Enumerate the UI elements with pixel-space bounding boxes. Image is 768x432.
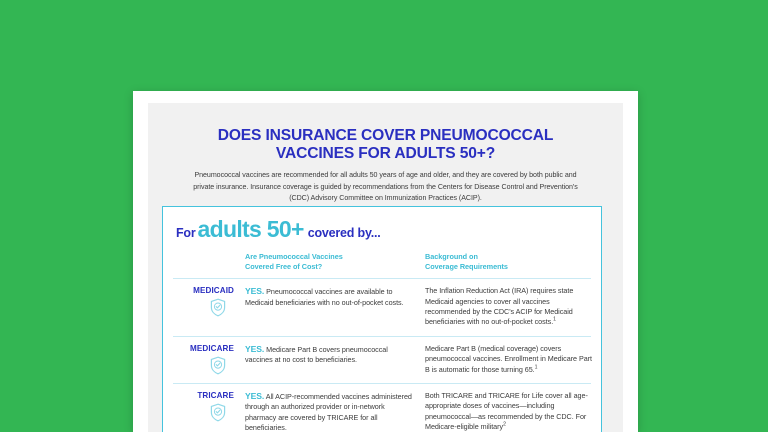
card-title-lead: For — [176, 226, 196, 240]
coverage-table-card — [162, 206, 602, 432]
card-title — [176, 216, 601, 243]
plan-label-tricare: TRICARE — [197, 391, 234, 401]
table-row-background-cell — [425, 344, 593, 375]
footnote-marker: 1 — [553, 317, 557, 324]
table-row-background-cell — [425, 391, 593, 432]
table-row-answer-cell — [245, 286, 425, 308]
table-row — [173, 384, 591, 432]
table-header-row — [173, 252, 591, 278]
column-header-free-of-cost-line1: Are Pneumococcal Vaccines — [245, 252, 343, 261]
document-panel — [148, 103, 623, 432]
answer-detail: All ACIP-recommended vaccines administered through an authorized provider or in-network pharmacy are covered by TRICARE for all beneficiaries. — [245, 392, 412, 432]
column-header-background-line2: Coverage Requirements — [425, 261, 508, 271]
card-title-emphasis: adults 50+ — [197, 216, 304, 242]
card-title-tail: covered by... — [307, 226, 381, 240]
column-header-free-of-cost-line2: Covered Free of Cost? — [245, 261, 323, 271]
table-row-answer-cell — [245, 391, 425, 432]
footnote-marker: 1 — [534, 364, 538, 371]
table-row-answer-cell — [245, 344, 425, 366]
column-header-background — [425, 252, 593, 271]
shield-check-icon — [173, 403, 241, 422]
table-row-plan-cell — [173, 391, 245, 422]
answer-yes-badge: YES. — [245, 286, 265, 297]
document-page — [133, 91, 638, 432]
coverage-table — [173, 252, 591, 432]
column-header-background-line1: Background on — [425, 252, 478, 261]
answer-detail: Pneumococcal vaccines are available to Medicaid beneficiaries with no out-of-pocket costs. — [245, 287, 404, 307]
table-row-plan-cell — [173, 286, 245, 317]
shield-check-icon — [173, 298, 241, 317]
table-row — [173, 337, 591, 383]
plan-label-medicare: MEDICARE — [190, 343, 234, 353]
background-text: Medicare Part B (medical coverage) covers pneumococcal vaccines. Enrollment in Medicare Part B is automatic for those turning 65. — [425, 343, 592, 374]
answer-yes-badge: YES. — [245, 391, 265, 402]
table-row-plan-cell — [173, 344, 245, 375]
background-text: The Inflation Reduction Act (IRA) requires state Medicaid agencies to cover all vaccines recommended by the CDC's ACIP for Medicaid beneficiaries with no out-of-pocket costs. — [425, 286, 574, 327]
intro-paragraph: Pneumococcal vaccines are recommended for all adults 50 years of age and older, and they are covered by both public and private insurance. Insurance coverage is guided by recommendations from the Centers for Disease Control and Prevention's (CDC) Advisory Committee on Immunization Practices (ACIP). — [193, 171, 578, 203]
answer-detail: Medicare Part B covers pneumococcal vaccines at no cost to beneficiaries. — [245, 344, 388, 365]
shield-check-icon — [173, 356, 241, 375]
table-row-background-cell — [425, 286, 593, 328]
footnote-marker: 2 — [503, 421, 506, 428]
answer-yes-badge: YES. — [245, 343, 265, 354]
page-title: DOES INSURANCE COVER PNEUMOCOCCAL VACCINES FOR ADULTS 50+? — [217, 127, 554, 162]
plan-label-medicaid: MEDICAID — [193, 286, 234, 296]
background-text: Both TRICARE and TRICARE for Life cover all age-appropriate doses of vaccines—including pneumococcal—as recommended by the CDC. For Medicare-eligible military — [425, 391, 588, 432]
table-row — [173, 279, 591, 336]
column-header-free-of-cost — [245, 252, 425, 271]
